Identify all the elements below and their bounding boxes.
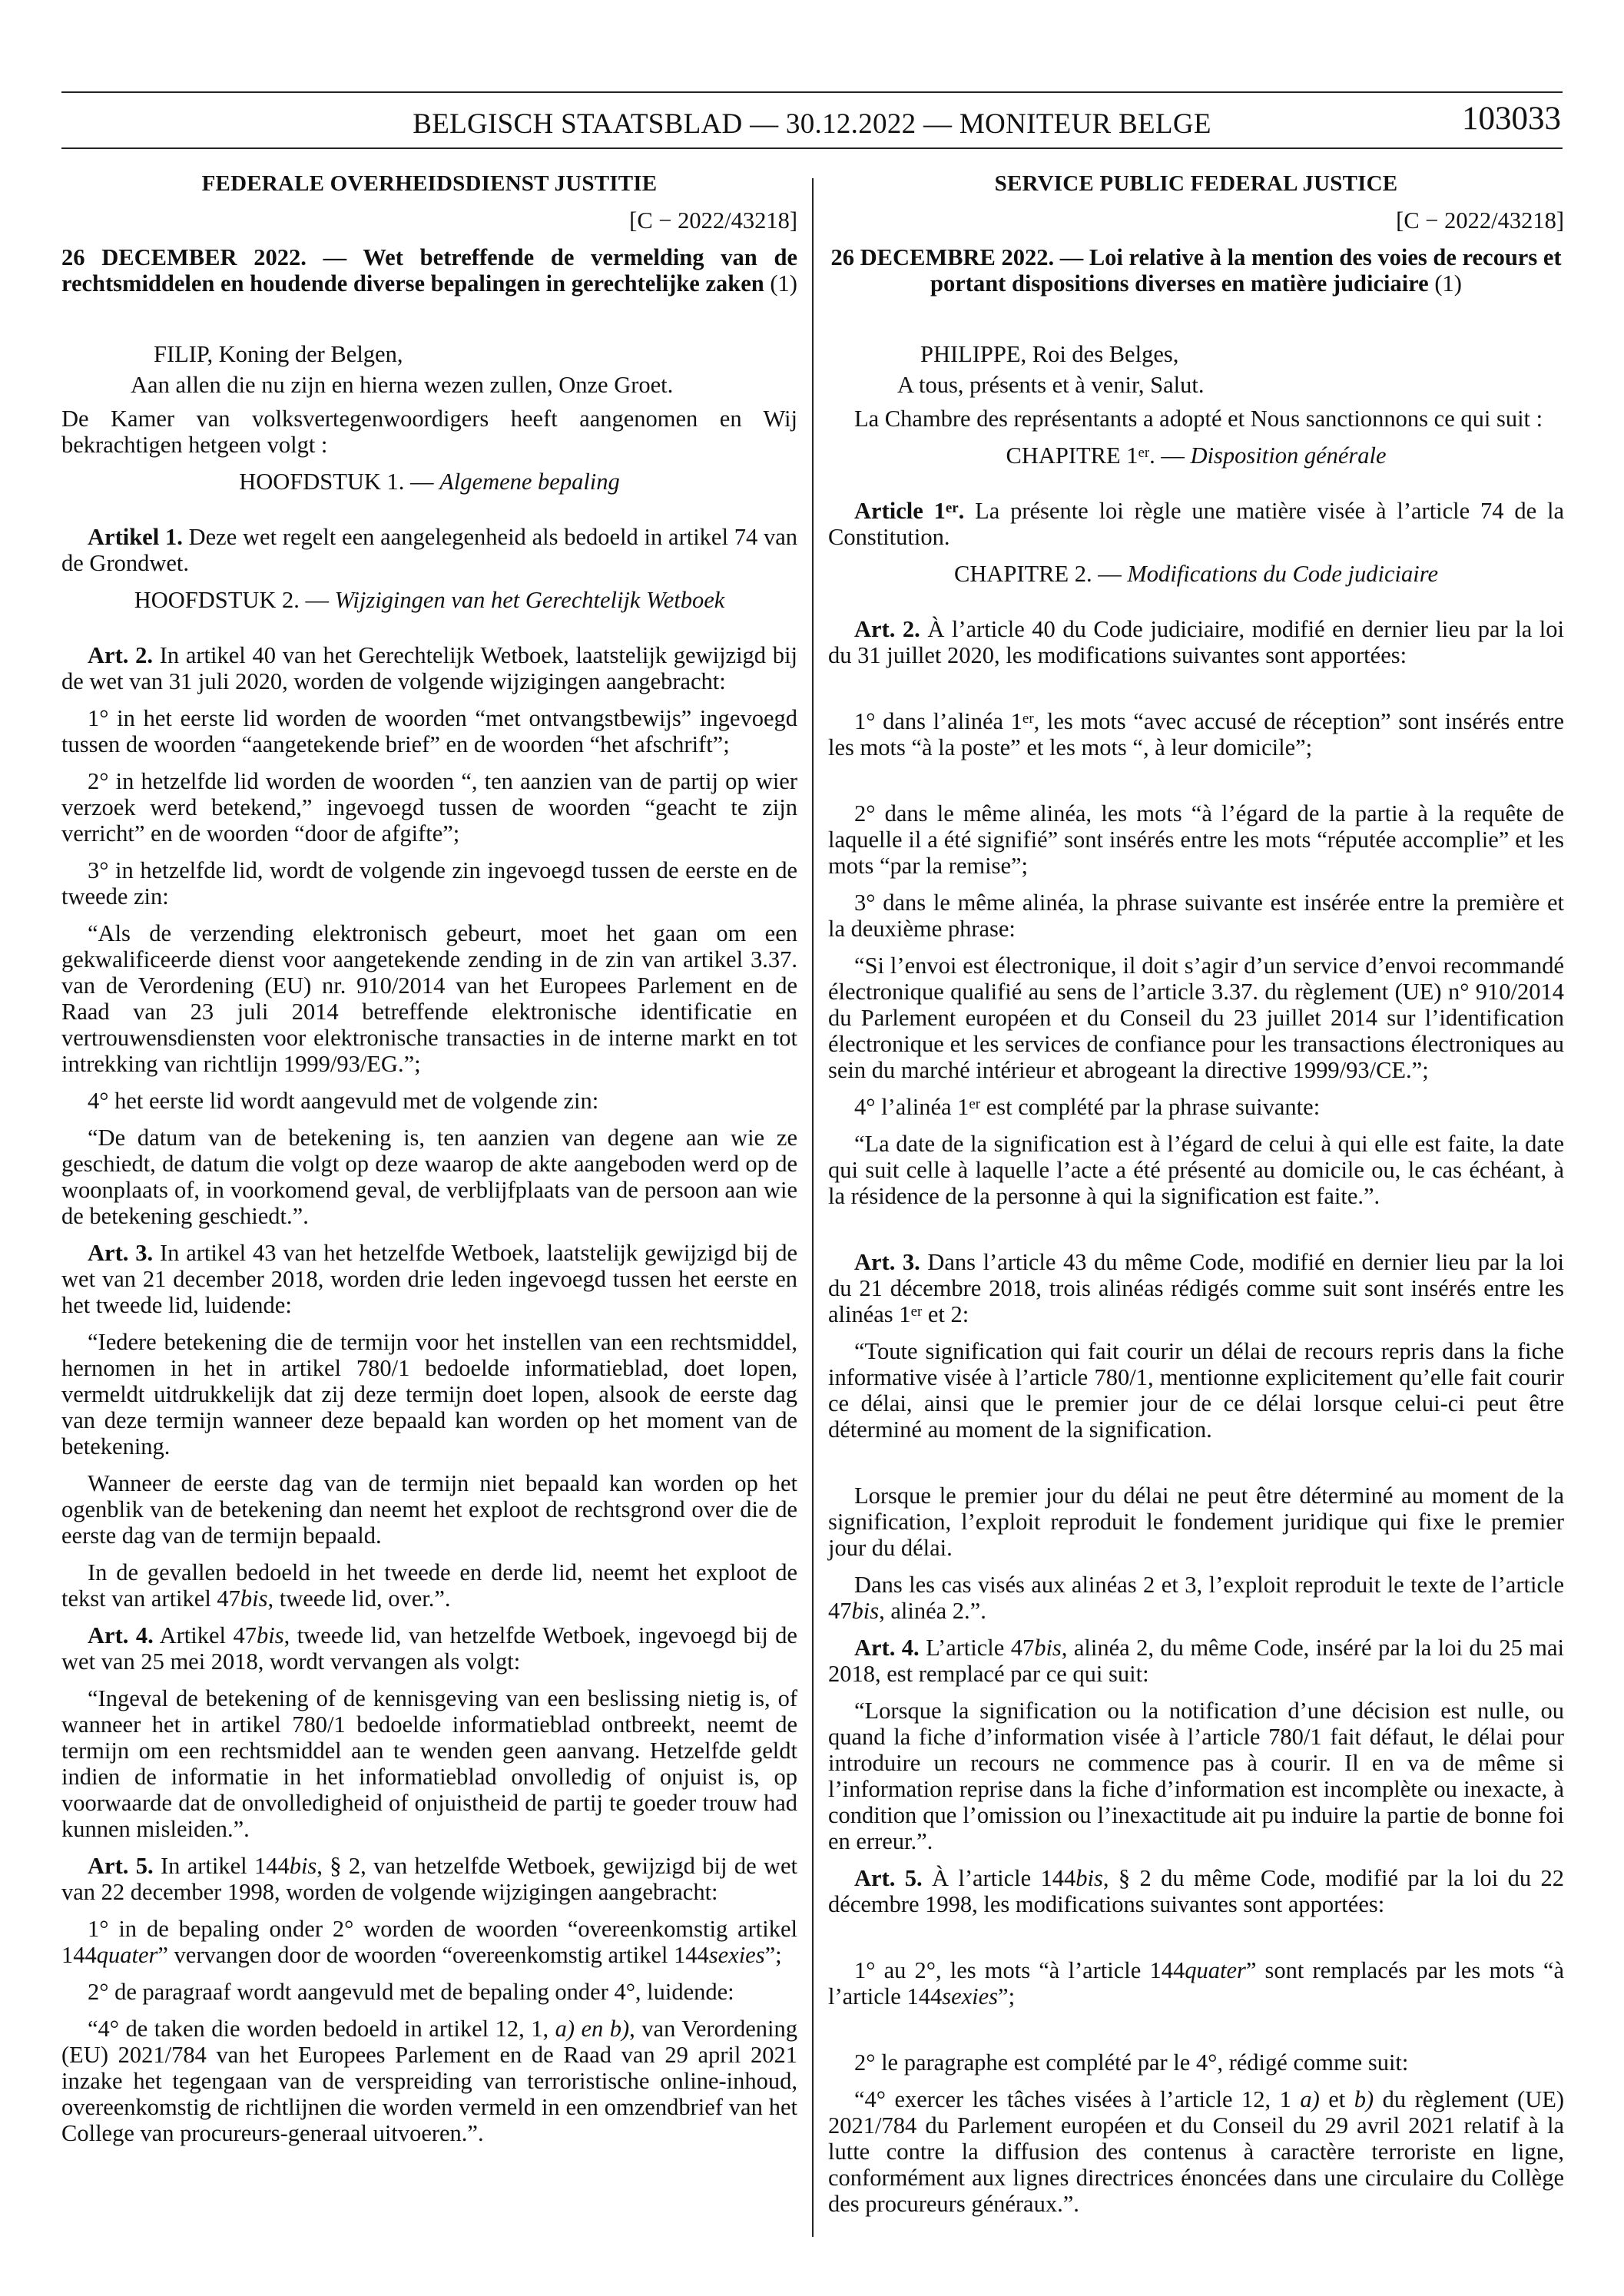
article-3-intro — [61, 1240, 797, 1318]
chapter-title: Modifications du Code judiciaire — [1127, 561, 1439, 587]
text-segment: , alinéa 2, du même Code, inséré par la loi du 25 mai 2018, est remplacé par ce qui suit: — [828, 1635, 1564, 1687]
law-title — [61, 244, 797, 297]
chapter-2-heading — [828, 561, 1564, 587]
text-segment: et 2: — [927, 1301, 969, 1327]
text-segment: et — [1328, 2086, 1346, 2112]
greeting-line: A tous, présents et à venir, Salut. — [897, 372, 1205, 398]
header-rule-bottom — [61, 147, 1563, 149]
preamble: La Chambre des représentants a adopté et Nous sanctionnons ce qui suit : — [854, 406, 1543, 432]
article-5-intro — [828, 1865, 1564, 1917]
article-3-quote-2: Lorsque le premier jour du délai ne peut être déterminé au moment de la signification, l’exploit reproduit le fondement juridique qui fixe le premier jour du délai. — [828, 1483, 1564, 1561]
text-segment: ” vervangen door de woorden “overeenkomstig artikel 144 — [157, 1942, 709, 1968]
text-segment: In de gevallen bedoeld in het tweede en derde lid, neemt het exploot de tekst van artikel 47 — [61, 1559, 797, 1612]
article-5-point-2: 2° de paragraaf wordt aangevuld met de bepaling onder 4°, luidende: — [88, 1979, 734, 2005]
text-segment: , § 2, van hetzelfde Wetboek, gewijzigd bij de wet van 22 december 1998, worden de volgende wijzigingen aangebracht: — [61, 1853, 797, 1905]
text-segment: “4° exercer les tâches visées à l’article 12, 1 — [854, 2086, 1291, 2112]
article-5-point-2-quote — [61, 2016, 797, 2146]
text-segment: 1° in de bepaling onder 2° worden de woorden “overeenkomstig artikel 144 — [61, 1916, 797, 1968]
text-segment: , les mots “avec accusé de réception” sont insérés entre les mots “à la poste” et les mots “, à leur domicile”; — [828, 708, 1564, 760]
footnote-reference: (1) — [770, 270, 797, 297]
text-segment: Dans les cas visés aux alinéas 2 et 3, l’exploit reproduit le texte de l’article 47 — [828, 1572, 1564, 1624]
article-label: Art. 3. — [854, 1249, 920, 1275]
chapter-title: Algemene bepaling — [439, 469, 620, 495]
text-segment: 1° dans l’alinéa 1 — [854, 708, 1022, 734]
article-label: Art. 4. — [854, 1635, 920, 1661]
article-5-intro — [61, 1853, 797, 1905]
article-text: In artikel 40 van het Gerechtelijk Wetboek, laatstelijk gewijzigd bij de wet van 31 juli 2020, worden de volgende wijzigingen aangebracht: — [61, 642, 797, 694]
article-label: Art. 2. — [88, 642, 153, 668]
article-3-intro — [828, 1249, 1564, 1327]
text-segment: In artikel 144 — [160, 1853, 290, 1879]
gazette-header-title: BELGISCH STAATSBLAD — 30.12.2022 — MONITEUR BELGE — [413, 108, 1211, 140]
article-text: Deze wet regelt een aangelegenheid als bedoeld in artikel 74 van de Grondwet. — [61, 524, 798, 576]
text-segment: est complété par la phrase suivante: — [986, 1094, 1321, 1120]
text-segment: À l’article 144 — [931, 1865, 1076, 1891]
king-line: PHILIPPE, Roi des Belges, — [920, 341, 1179, 367]
chapter-dash: . — — [1149, 442, 1185, 469]
article-5-point-1 — [61, 1916, 797, 1968]
superscript: er — [1022, 710, 1034, 727]
article-4-quote: “Ingeval de betekening of de kennisgeving van een beslissing nietig is, of wanneer het in artikel 780/1 bedoelde informatieblad ontbreekt, neemt de termijn om een rechtsmiddel aan te wenden geen aanvang. Hetzelfde geldt indien de informatie in het informatieblad onvolledig of onjuist is, op voorwaarde dat de onvolledigheid of onjuistheid de partij te goeder trouw had kunnen misleiden.”. — [61, 1685, 797, 1842]
article-label: Art. 2. — [854, 616, 920, 642]
article-text: In artikel 43 van het hetzelfde Wetboek, laatstelijk gewijzigd bij de wet van 21 december 2018, worden drie leden ingevoegd tussen het eerste en het tweede lid, luidende: — [61, 1240, 798, 1318]
superscript: er — [910, 1303, 923, 1320]
greeting-line: Aan allen die nu zijn en hierna wezen zullen, Onze Groet. — [131, 372, 674, 398]
reference-number: [C − 2022/43218] — [1396, 207, 1564, 234]
article-1 — [61, 524, 797, 576]
chapter-label: CHAPITRE 1 — [1006, 442, 1138, 469]
text-italic: b) — [1354, 2086, 1374, 2112]
article-2-point-4-quote: “La date de la signification est à l’égard de celui à qui elle est faite, la date qui suit celle à laquelle l’acte a été présenté au domicile ou, le cas échéant, à la résidence de la personne à qui la signification est faite.”. — [828, 1131, 1564, 1209]
article-text: À l’article 40 du Code judiciaire, modifié en dernier lieu par la loi du 31 juillet 2020, les modifications suivantes sont apportées: — [828, 616, 1564, 668]
article-5-point-2-quote — [828, 2086, 1564, 2217]
article-2-intro — [61, 642, 797, 694]
article-label: Art. 5. — [854, 1865, 923, 1891]
superscript: er — [1138, 444, 1150, 461]
article-2-point-2: 2° in hetzelfde lid worden de woorden “, ten aanzien van de partij op wier verzoek werd betekend,” ingevoegd tussen de woorden “geacht te zijn verricht” en de woorden “door de afgifte”; — [61, 768, 797, 847]
page-number: 103033 — [1462, 101, 1561, 137]
footnote-reference: (1) — [1434, 270, 1462, 297]
article-label: Artikel 1. — [88, 524, 183, 550]
text-segment: 4° l’alinéa 1 — [854, 1094, 969, 1120]
article-2-point-2: 2° dans le même alinéa, les mots “à l’égard de la partie à la requête de laquelle il a été signifié” sont insérés entre les mots “réputée accomplie” et les mots “par la remise”; — [828, 800, 1564, 879]
law-title-text: 26 DECEMBRE 2022. — Loi relative à la mention des voies de recours et portant dispositions diverses en matière judiciaire — [830, 244, 1562, 297]
text-segment: , alinéa 2.”. — [879, 1598, 986, 1624]
text-segment: , tweede lid, over.”. — [267, 1585, 451, 1612]
text-segment: , van Verordening (EU) 2021/784 van het Europees Parlement en de Raad van 29 april 2021 inzake het tegengaan van de verspreiding van terroristische online-inhoud, overeenkomstig de richtlijnen die worden vermeld in een omzendbrief van het College van procureurs-generaal uitvoeren.”. — [61, 2016, 798, 2146]
article-4-quote: “Lorsque la signification ou la notification d’une décision est nulle, ou quand la fiche d’information visée à l’article 780/1 fait défaut, le délai pour introduire un recours ne commence pas à courir. Il en va de même si l’information reprise dans la fiche d’information est incomplète ou inexacte, à condition que l’omission ou l’inexactitude ait pu induire la partie de bonne foi en erreur.”. — [828, 1698, 1564, 1854]
article-3-quote-1: “Iedere betekening die de termijn voor het instellen van een rechtsmiddel, hernomen in het in artikel 780/1 bedoelde informatieblad, doet lopen, vermeldt uitdrukkelijk dat zij deze termijn doet lopen, alsook de eerste dag van deze termijn wanneer deze bepaald kan worden op het moment van de betekening. — [61, 1329, 797, 1459]
article-label-dot: . — [958, 498, 965, 524]
text-segment: , § 2 du même Code, modifié par la loi du 22 décembre 1998, les modifications suivantes sont apportées: — [828, 1865, 1564, 1917]
article-label: Art. 3. — [88, 1240, 154, 1266]
chapter-1-heading — [61, 469, 797, 495]
text-italic: sexies — [942, 1983, 999, 2009]
article-label: Art. 5. — [88, 1853, 154, 1879]
article-2-point-3: 3° in hetzelfde lid, wordt de volgende zin ingevoegd tussen de eerste en de tweede zin: — [61, 857, 797, 909]
article-4-intro — [61, 1622, 797, 1675]
column-dutch — [61, 171, 797, 2157]
article-1 — [828, 498, 1564, 550]
article-2-point-3: 3° dans le même alinéa, la phrase suivante est insérée entre la première et la deuxième phrase: — [828, 890, 1564, 942]
text-segment: Dans l’article 43 du même Code, modifié en dernier lieu par la loi du 21 décembre 2018, trois alinéas rédigés comme suit sont insérés entre les alinéas 1 — [828, 1249, 1564, 1327]
text-italic: a) — [555, 2016, 575, 2042]
chapter-label: HOOFDSTUK 2. — — [134, 587, 330, 613]
text-italic: bis — [256, 1622, 284, 1648]
text-italic: sexies — [708, 1942, 765, 1968]
chapter-title: Wijzigingen van het Gerechtelijk Wetboek — [334, 587, 725, 613]
chapter-label: CHAPITRE 2. — — [953, 561, 1122, 587]
article-2-intro — [828, 616, 1564, 668]
article-3-quote-1: “Toute signification qui fait courir un délai de recours repris dans la fiche informative visée à l’article 780/1, mentionne explicitement qu’elle fait courir ce délai, ainsi que le premier jour de ce délai lorsque celui-ci peut être déterminé au moment de la signification. — [828, 1338, 1564, 1443]
superscript: er — [945, 499, 959, 516]
article-label — [854, 498, 964, 524]
column-french — [828, 171, 1564, 2228]
text-italic: quater — [96, 1942, 158, 1968]
article-text: La présente loi règle une matière visée à l’article 74 de la Constitution. — [828, 498, 1564, 550]
law-title — [828, 244, 1564, 297]
text-italic: a) — [1300, 2086, 1320, 2112]
article-2-point-4 — [828, 1094, 1564, 1120]
text-italic: b) — [609, 2016, 630, 2042]
header-rule-top — [61, 91, 1563, 93]
text-segment: L’article 47 — [926, 1635, 1035, 1661]
text-italic: bis — [289, 1853, 317, 1879]
text-italic: bis — [1075, 1865, 1103, 1891]
text-segment: Artikel 47 — [159, 1622, 257, 1648]
article-3-quote-2: Wanneer de eerste dag van de termijn niet bepaald kan worden op het ogenblik van de betekening dan neemt het exploot de rechtsgrond over die de eerste dag van de termijn bepaald. — [61, 1470, 797, 1549]
text-italic: bis — [1034, 1635, 1062, 1661]
chapter-title: Disposition générale — [1190, 442, 1387, 469]
text-segment: “4° de taken die worden bedoeld in artikel 12, 1, — [88, 2016, 549, 2042]
article-4-intro — [828, 1635, 1564, 1687]
article-2-point-1 — [828, 708, 1564, 760]
text-italic: bis — [851, 1598, 880, 1624]
preamble: De Kamer van volksvertegenwoordigers heeft aangenomen en Wij bekrachtigen hetgeen volgt : — [61, 406, 797, 458]
chapter-2-heading — [61, 587, 797, 613]
text-segment: ”; — [764, 1942, 782, 1968]
text-segment: , tweede lid, van hetzelfde Wetboek, ingevoegd bij de wet van 25 mei 2018, wordt vervangen als volgt: — [61, 1622, 797, 1675]
article-label: Art. 4. — [88, 1622, 154, 1648]
text-italic: bis — [240, 1585, 268, 1612]
article-2-point-4-quote: “De datum van de betekening is, ten aanzien van degene aan wie ze geschiedt, de datum die volgt op deze waarop de akte aangeboden werd op de woonplaats of, in voorkomend geval, de verblijfplaats van de persoon aan wie de betekening geschiedt.”. — [61, 1125, 797, 1229]
article-2-point-3-quote: “Si l’envoi est électronique, il doit s’agir d’un service d’envoi recommandé électronique qualifié au sens de l’article 3.37. du règlement (UE) n° 910/2014 du Parlement européen et du Conseil du 23 juillet 2014 sur l’identification électronique et les services de confiance pour les transactions électroniques au sein du marché intérieur et abrogeant la directive 1999/93/CE.”; — [828, 953, 1564, 1083]
reference-number: [C − 2022/43218] — [629, 207, 797, 234]
king-line: FILIP, Koning der Belgen, — [154, 341, 403, 367]
article-label-text: Article 1 — [854, 498, 946, 524]
chapter-1-heading — [828, 442, 1564, 469]
article-2-point-1: 1° in het eerste lid worden de woorden “met ontvangstbewijs” ingevoegd tussen de woorden “aangetekende brief” en de woorden “het afschrift”; — [61, 705, 797, 757]
article-5-point-2: 2° le paragraphe est complété par le 4°, rédigé comme suit: — [854, 2049, 1409, 2076]
text-segment: 1° au 2°, les mots “à l’article 144 — [854, 1957, 1185, 1983]
column-divider — [812, 178, 814, 2237]
text-segment: ”; — [998, 1983, 1016, 2009]
article-3-quote-3 — [828, 1572, 1564, 1624]
law-title-text: 26 DECEMBER 2022. — Wet betreffende de vermelding van de rechtsmiddelen en houdende diverse bepalingen in gerechtelijke zaken — [61, 244, 797, 297]
text-segment: du règlement (UE) 2021/784 du Parlement européen et du Conseil du 29 avril 2021 relatif à la lutte contre la diffusion des contenus à caractère terroriste en ligne, conformément aux lignes directrices énoncées dans une circulaire du Collège des procureurs généraux.”. — [828, 2086, 1565, 2217]
text-segment: ” sont remplacés par les mots “à l’article 144 — [828, 1957, 1564, 2009]
chapter-label: HOOFDSTUK 1. — — [239, 469, 434, 495]
service-name: SERVICE PUBLIC FEDERAL JUSTICE — [994, 171, 1398, 196]
article-3-quote-3 — [61, 1559, 797, 1612]
text-italic: quater — [1185, 1957, 1246, 1983]
article-2-point-4: 4° het eerste lid wordt aangevuld met de volgende zin: — [88, 1088, 599, 1114]
article-2-point-3-quote: “Als de verzending elektronisch gebeurt, moet het gaan om een gekwalificeerde dienst voor aangetekende zending in de zin van artikel 3.37. van de Verordening (EU) nr. 910/2014 van het Europees Parlement en de Raad van 23 juli 2014 betreffende elektronische identificatie en vertrouwensdiensten voor elektronische transacties in de interne markt en tot intrekking van richtlijn 1999/93/EG.”; — [61, 920, 797, 1077]
text-italic: en — [581, 2016, 604, 2042]
superscript: er — [969, 1095, 981, 1112]
article-5-point-1 — [828, 1957, 1564, 2009]
service-name: FEDERALE OVERHEIDSDIENST JUSTITIE — [201, 171, 658, 196]
